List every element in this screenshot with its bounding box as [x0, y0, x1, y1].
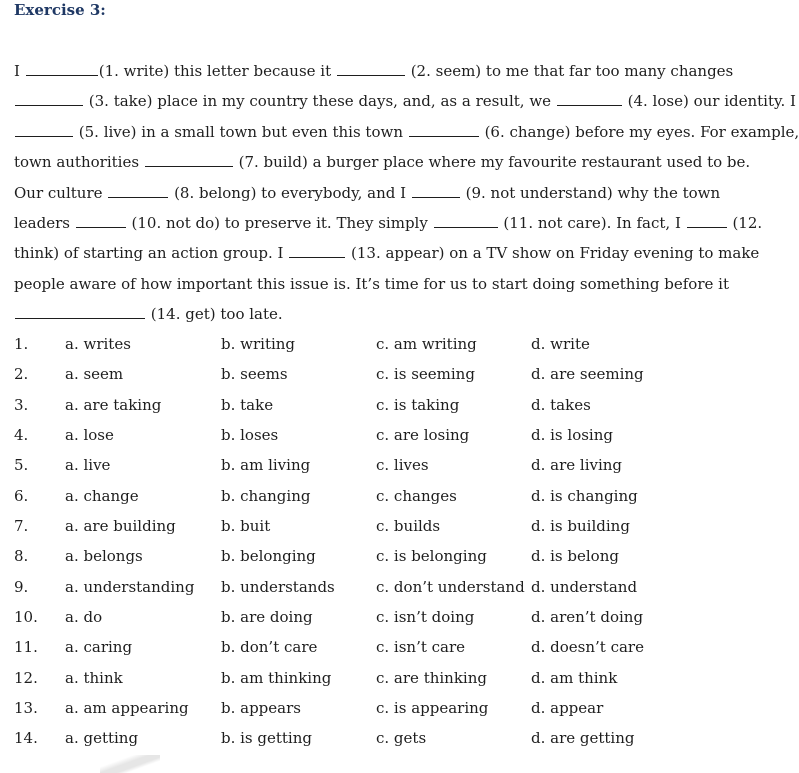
option-b[interactable]: b. belonging [221, 547, 316, 566]
option-c[interactable]: c. gets [376, 729, 427, 748]
passage-text: (2. seem) to me that far too many changes [410, 62, 734, 80]
answer-blank-8[interactable] [108, 178, 168, 198]
passage-text: (6. change) before my eyes. For example, [484, 122, 799, 141]
answer-blank-1[interactable] [26, 56, 98, 76]
option-c[interactable]: c. changes [376, 486, 457, 505]
passage-line [14, 208, 766, 238]
passage-text: think) of starting an action group. I [14, 244, 284, 263]
option-d[interactable]: d. aren’t doing [531, 608, 644, 627]
option-d[interactable]: d. is belong [531, 547, 619, 566]
option-d[interactable]: d. write [531, 335, 590, 353]
option-row [14, 602, 766, 632]
option-d[interactable]: d. are getting [531, 729, 635, 748]
option-row [14, 390, 766, 420]
option-d[interactable]: d. appear [531, 699, 604, 718]
option-c[interactable]: c. don’t understand [376, 577, 525, 596]
answer-blank-2[interactable] [337, 56, 405, 76]
passage-text: (3. take) place in my country these days, and, as a result, we [88, 92, 552, 111]
passage-text: (10. not do) to preserve it. They simply [131, 213, 428, 232]
passage-text: Our culture [14, 183, 103, 202]
passage-line [14, 117, 799, 147]
option-b[interactable]: b. are doing [221, 608, 313, 627]
question-number: 10. [14, 608, 38, 627]
answer-blank-7[interactable] [145, 147, 233, 167]
option-d[interactable]: d. takes [531, 395, 591, 414]
option-b[interactable]: b. understands [221, 577, 335, 596]
option-row [14, 663, 766, 693]
option-b[interactable]: b. am living [221, 456, 311, 475]
option-a[interactable]: a. are building [65, 517, 176, 536]
option-b[interactable]: b. changing [221, 486, 311, 505]
answer-blank-11[interactable] [434, 208, 498, 228]
passage-line [14, 269, 766, 299]
passage-text: (12. [732, 213, 763, 232]
question-number: 13. [14, 699, 38, 718]
option-b[interactable]: b. am thinking [221, 668, 332, 687]
option-row [14, 693, 766, 723]
option-d[interactable]: d. is changing [531, 486, 638, 505]
option-a[interactable]: a. think [65, 668, 123, 687]
question-number: 9. [14, 577, 29, 596]
option-a[interactable]: a. belongs [65, 547, 143, 566]
answer-blank-5[interactable] [15, 117, 73, 137]
passage-text: town authorities [14, 153, 140, 172]
question-number: 2. [14, 365, 29, 384]
option-b[interactable]: b. writing [221, 335, 296, 353]
watermark-mark [100, 755, 160, 773]
option-b[interactable]: b. buit [221, 517, 271, 536]
option-b[interactable]: b. is getting [221, 729, 312, 748]
option-c[interactable]: c. isn’t doing [376, 608, 475, 627]
question-number: 1. [14, 335, 29, 353]
option-a[interactable]: a. do [65, 608, 103, 627]
option-c[interactable]: c. am writing [376, 335, 477, 353]
answer-blank-9[interactable] [412, 178, 460, 198]
option-a[interactable]: a. caring [65, 638, 133, 657]
option-row [14, 723, 766, 753]
option-row [14, 450, 766, 480]
option-row [14, 359, 766, 389]
passage-text: (8. belong) to everybody, and I [174, 183, 407, 202]
option-a[interactable]: a. seem [65, 365, 124, 384]
option-a[interactable]: a. are taking [65, 395, 162, 414]
passage-text: (5. live) in a small town but even this town [78, 122, 403, 141]
option-a[interactable]: a. am appearing [65, 699, 189, 718]
option-a[interactable]: a. getting [65, 729, 139, 748]
option-d[interactable]: d. understand [531, 577, 638, 596]
option-a[interactable]: a. understanding [65, 577, 195, 596]
option-d[interactable]: d. are living [531, 456, 623, 475]
passage-line [14, 56, 766, 86]
option-c[interactable]: c. isn’t care [376, 638, 466, 657]
answer-blank-4[interactable] [557, 86, 622, 106]
option-b[interactable]: b. seems [221, 365, 288, 384]
passage-text: (13. appear) on a TV show on Friday evening to make [351, 244, 760, 263]
option-b[interactable]: b. don’t care [221, 638, 318, 657]
option-c[interactable]: c. is taking [376, 395, 460, 414]
answer-options [14, 329, 766, 754]
answer-blank-14[interactable] [15, 299, 145, 319]
question-number: 12. [14, 668, 38, 687]
option-b[interactable]: b. appears [221, 699, 301, 718]
passage-text: (7. build) a burger place where my favourite restaurant used to be. [238, 153, 751, 172]
option-c[interactable]: c. is seeming [376, 365, 475, 384]
option-d[interactable]: d. is losing [531, 426, 613, 445]
question-number: 14. [14, 729, 38, 748]
option-row [14, 541, 766, 571]
option-c[interactable]: c. builds [376, 517, 441, 536]
option-d[interactable]: d. are seeming [531, 365, 644, 384]
passage-line [14, 299, 766, 329]
passage-text: (9. not understand) why the town [465, 183, 721, 202]
passage-line [14, 238, 766, 268]
question-number: 5. [14, 456, 29, 475]
passage-line [14, 86, 796, 116]
question-number: 3. [14, 395, 29, 414]
option-a[interactable]: a. live [65, 456, 111, 475]
passage-text: (4. lose) our identity. I [627, 92, 796, 111]
option-row [14, 329, 766, 359]
passage-text: leaders [14, 213, 70, 232]
option-a[interactable]: a. change [65, 486, 139, 505]
answer-blank-3[interactable] [15, 86, 83, 106]
passage-text: (14. get) too late. [150, 305, 283, 324]
option-row [14, 481, 766, 511]
option-d[interactable]: d. is building [531, 517, 630, 536]
question-number: 11. [14, 638, 38, 657]
question-number: 7. [14, 517, 29, 536]
answer-blank-12[interactable] [687, 208, 727, 228]
option-row [14, 511, 766, 541]
option-a[interactable]: a. lose [65, 426, 114, 445]
option-b[interactable]: b. loses [221, 426, 279, 445]
question-number: 8. [14, 547, 29, 566]
option-a[interactable]: a. writes [65, 335, 131, 353]
option-b[interactable]: b. take [221, 395, 274, 414]
passage-text: (11. not care). In fact, I [503, 213, 681, 232]
cloze-passage [14, 56, 799, 330]
option-c[interactable]: c. lives [376, 456, 429, 475]
passage-text: (1. write) this letter because it [98, 62, 332, 80]
passage-line [14, 178, 766, 208]
question-number: 6. [14, 486, 29, 505]
option-row [14, 572, 766, 602]
question-number: 4. [14, 426, 29, 445]
option-row [14, 420, 766, 450]
option-c[interactable]: c. are thinking [376, 668, 487, 687]
passage-line [14, 147, 766, 177]
passage-text: people aware of how important this issue is. It’s time for us to start doing something before it [14, 274, 729, 293]
answer-blank-10[interactable] [76, 208, 126, 228]
answer-blank-13[interactable] [289, 238, 345, 258]
option-c[interactable]: c. are losing [376, 426, 470, 445]
option-c[interactable]: c. is appearing [376, 699, 489, 718]
passage-text: I [14, 62, 20, 80]
option-c[interactable]: c. is belonging [376, 547, 487, 566]
answer-blank-6[interactable] [409, 117, 479, 137]
option-row [14, 632, 766, 662]
option-d[interactable]: d. am think [531, 668, 618, 687]
option-d[interactable]: d. doesn’t care [531, 638, 644, 657]
exercise-title: Exercise 3: [14, 1, 106, 19]
